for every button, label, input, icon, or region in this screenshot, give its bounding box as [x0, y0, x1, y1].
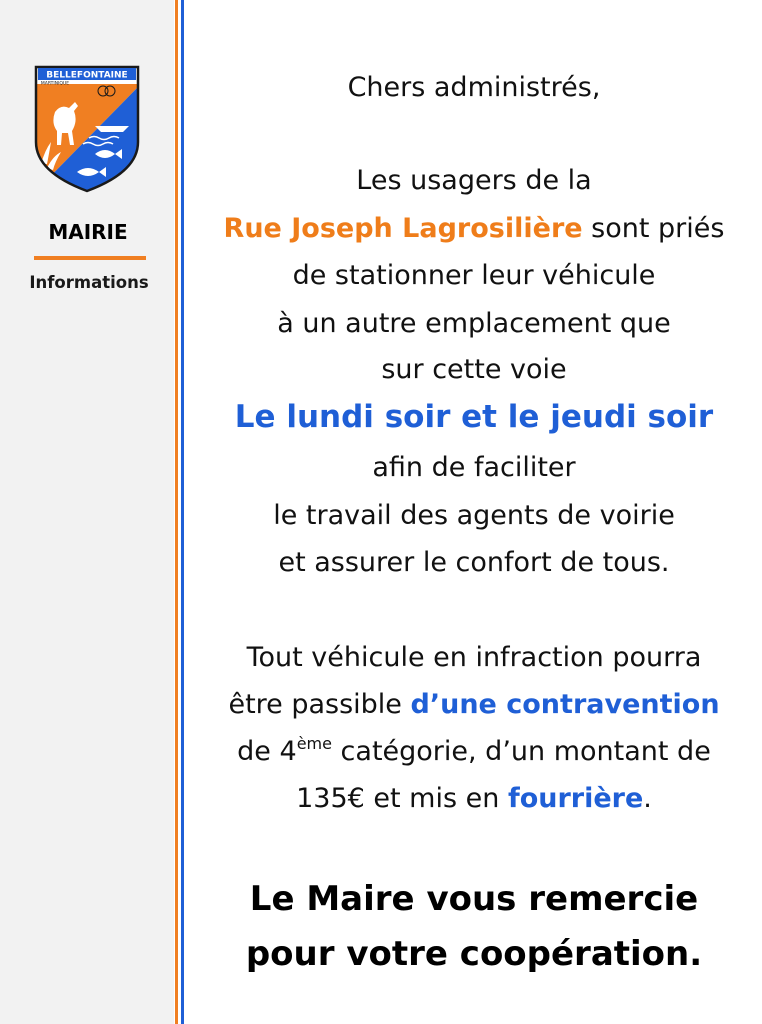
notice-line: afin de faciliter [372, 452, 576, 483]
notice-text: être passible [228, 689, 411, 720]
sidebar-title-underline [34, 256, 146, 260]
notice-text: 135€ et mis en [296, 783, 508, 814]
notice-line: de stationner leur véhicule [292, 260, 656, 291]
greeting: Chers administrés, [347, 72, 601, 103]
notice-line: Tout véhicule en infraction pourra [246, 642, 702, 673]
notice-line: Les usagers de la [356, 165, 592, 196]
notice-text: . [643, 783, 652, 814]
coat-of-arms-logo [33, 64, 141, 194]
crest-banner-text: BELLEFONTAINE [46, 70, 128, 81]
notice-line: sur cette voie [381, 354, 567, 385]
notice-text: sont priés [582, 213, 725, 244]
sidebar-subtitle: Informations [29, 273, 149, 292]
divider-orange [175, 0, 178, 1024]
divider-blue [181, 0, 184, 1024]
notice-line: à un autre emplacement que [277, 308, 671, 339]
notice-line-fine [186, 689, 762, 720]
crest-subtitle-text: MARTINIQUE [40, 81, 70, 87]
ordinal-superscript: ème [296, 734, 332, 753]
street-name: Rue Joseph Lagrosilière [223, 213, 583, 244]
schedule-text: Le lundi soir et le jeudi soir [234, 399, 714, 435]
schedule-highlight [186, 400, 762, 436]
notice-line: et assurer le confort de tous. [278, 547, 670, 578]
notice-line-impound [186, 783, 762, 814]
notice-text: catégorie, d’un montant de [331, 736, 711, 767]
closing-line: Le Maire vous remercie [249, 879, 699, 919]
fine-label: d’une contravention [410, 689, 720, 720]
notice-text: de 4 [237, 736, 297, 767]
impound-label: fourrière [507, 783, 644, 814]
closing-line: pour votre coopération. [245, 934, 703, 974]
notice-line-category [186, 736, 762, 767]
notice-line: le travail des agents de voirie [273, 500, 675, 531]
sidebar-title: MAIRIE [48, 220, 128, 244]
notice-line-street [186, 213, 762, 244]
